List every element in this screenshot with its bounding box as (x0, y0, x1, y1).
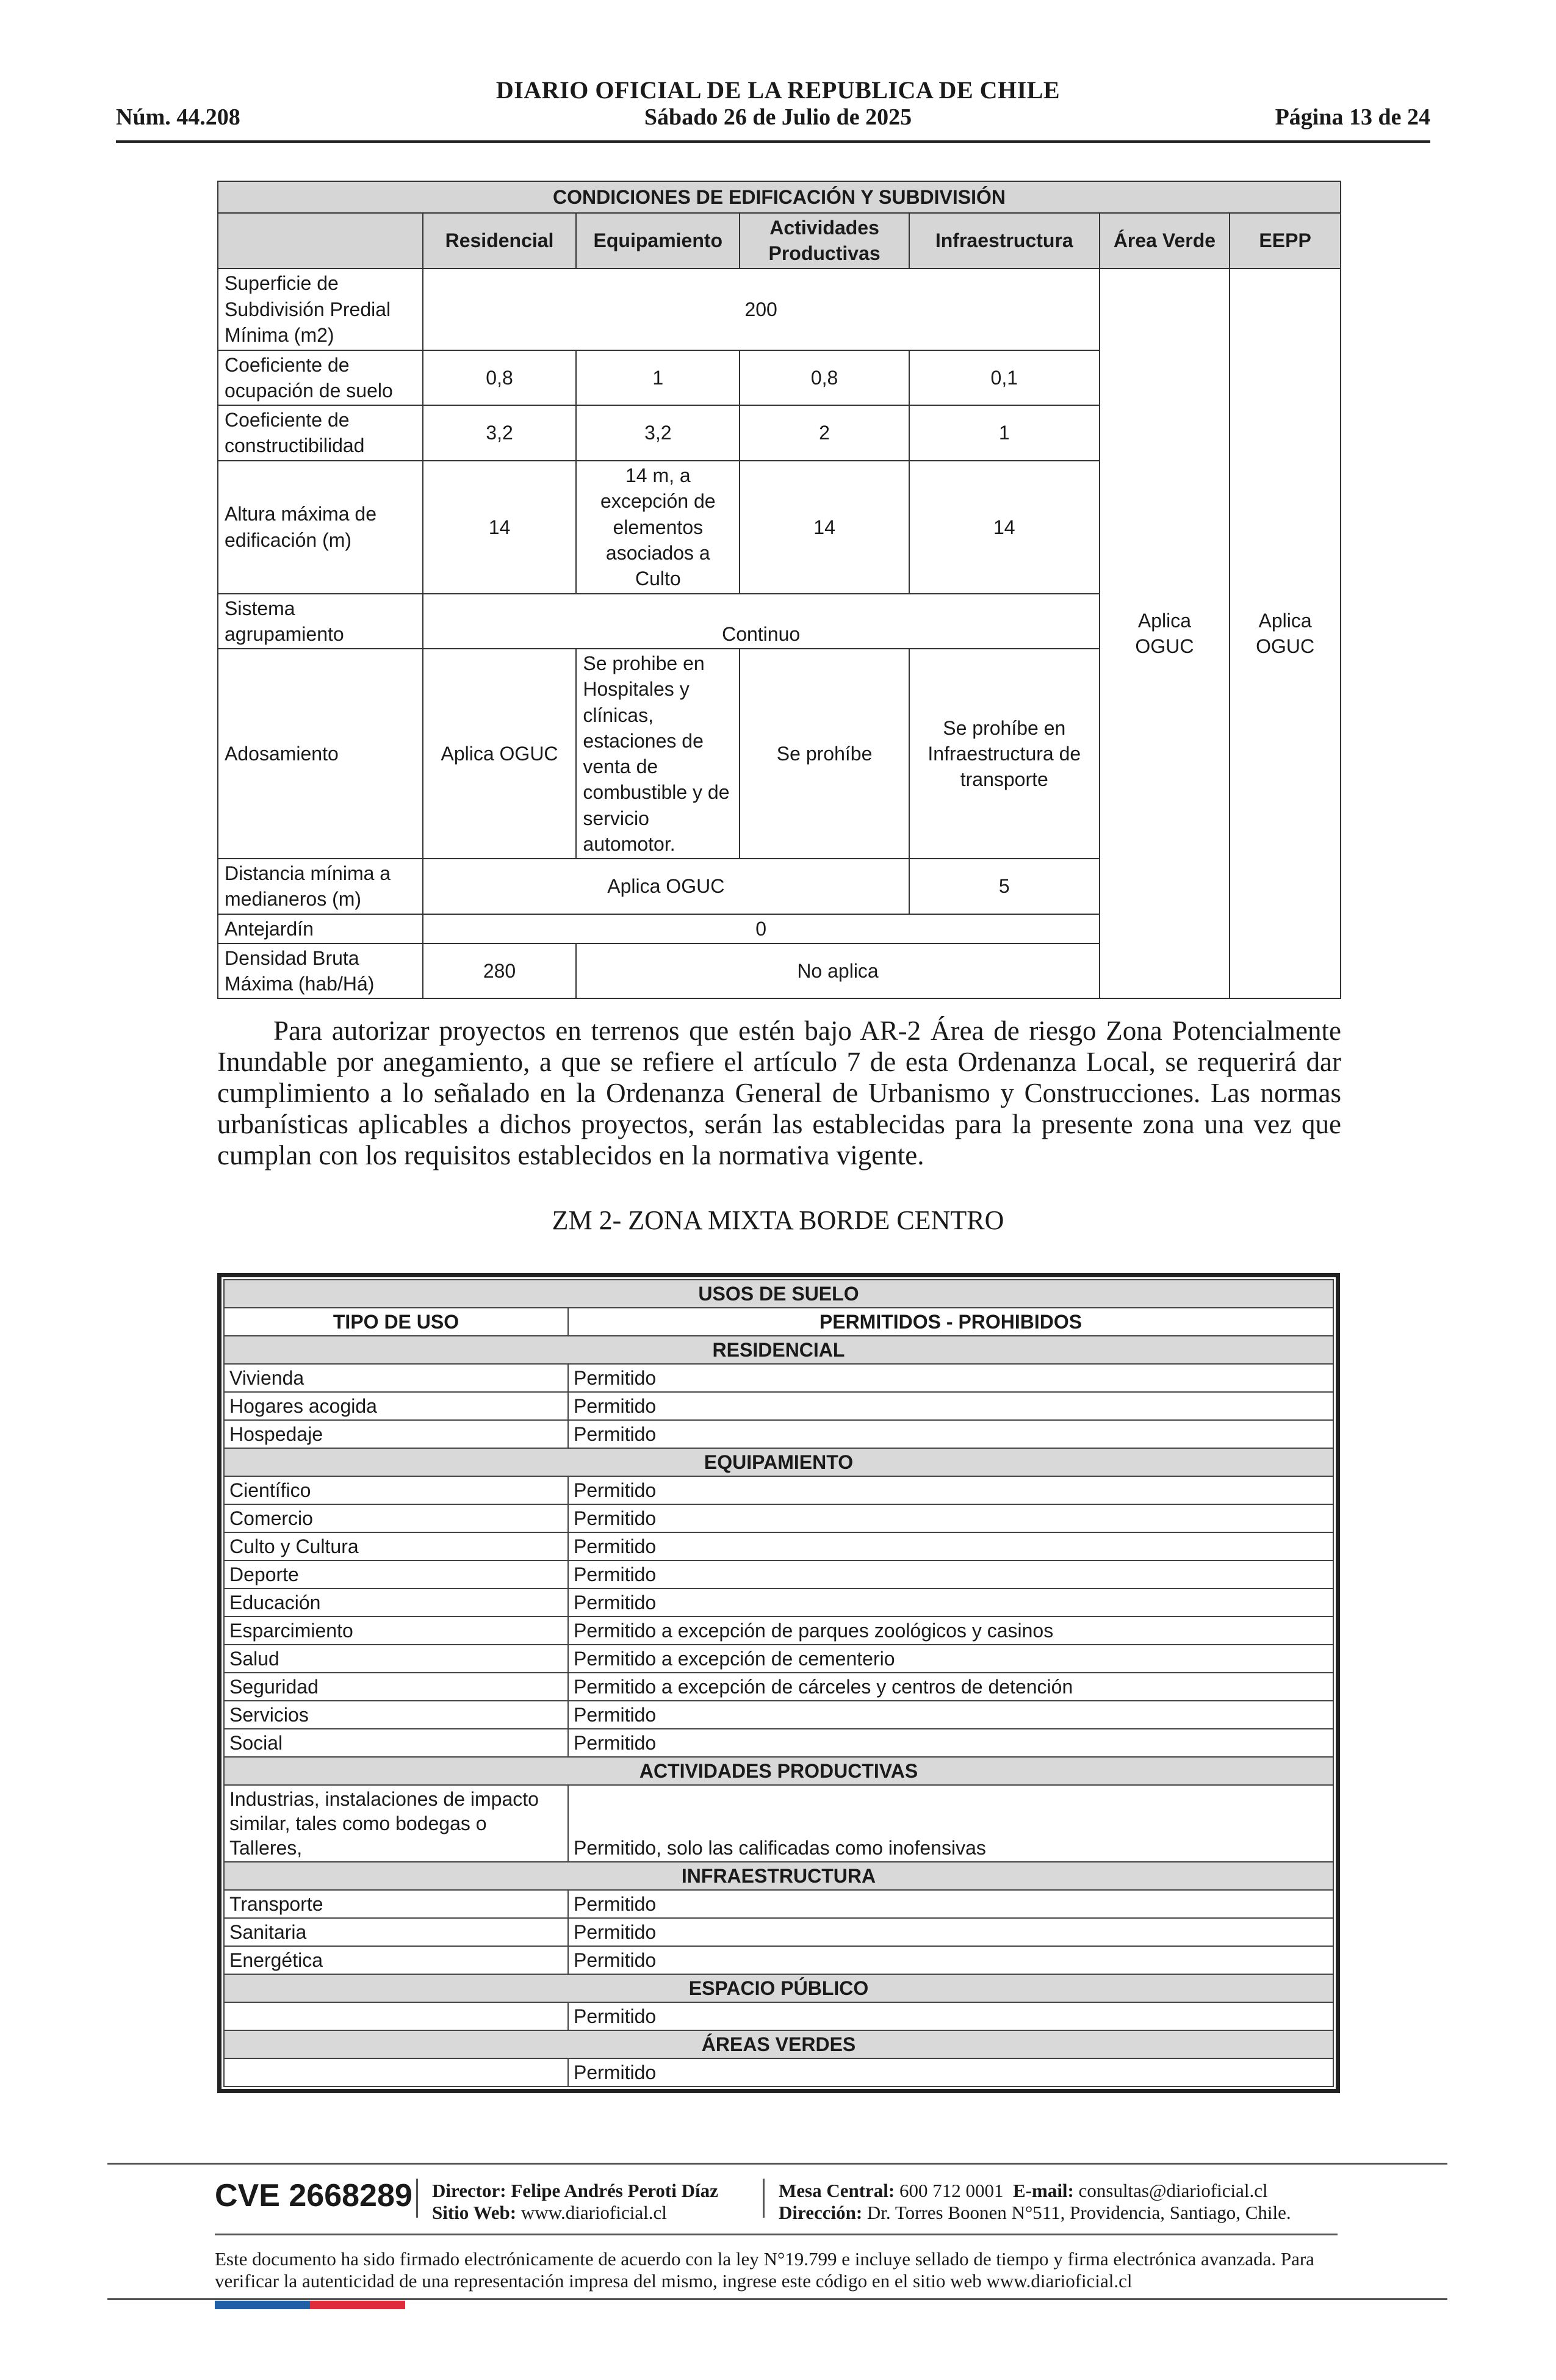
table-row (224, 1946, 1333, 1974)
director-name: Felipe Andrés Peroti Díaz (511, 2180, 718, 2201)
footer-divider (215, 2234, 1338, 2235)
col-header-eepp: EEPP (1230, 213, 1341, 268)
use-type-cell: Sanitaria (224, 1918, 568, 1946)
section-title: ACTIVIDADES PRODUCTIVAS (224, 1757, 1333, 1785)
table-row (224, 1504, 1333, 1532)
email-link[interactable]: consultas@diarioficial.cl (1078, 2180, 1268, 2201)
use-type-cell: Comercio (224, 1504, 568, 1532)
table-cell: Se prohíbe (740, 649, 909, 859)
use-type-cell: Social (224, 1729, 568, 1757)
issue-number: Núm. 44.208 (116, 104, 240, 130)
footer-separator (763, 2179, 765, 2218)
use-type-cell: Educación (224, 1588, 568, 1617)
table-row (224, 1673, 1333, 1701)
use-status-cell: Permitido (568, 1504, 1333, 1532)
use-type-cell: Vivienda (224, 1364, 568, 1392)
table-cell: 3,2 (576, 405, 740, 460)
col-header-area-verde: Área Verde (1100, 213, 1230, 268)
uses-table-caption: USOS DE SUELO (224, 1280, 1333, 1308)
use-status-cell: Permitido a excepción de cementerio (568, 1645, 1333, 1673)
section-title: RESIDENCIAL (224, 1336, 1333, 1364)
table-row (224, 1890, 1333, 1918)
row-label-densidad: Densidad Bruta Máxima (hab/Há) (218, 943, 423, 998)
use-status-cell: Permitido (568, 1532, 1333, 1560)
use-status-cell: Permitido (568, 1946, 1333, 1974)
use-type-cell: Transporte (224, 1890, 568, 1918)
antejardin-value: 0 (423, 914, 1100, 943)
row-label-antejardin: Antejardín (218, 914, 423, 943)
table-cell: 1 (909, 405, 1100, 460)
use-status-cell: Permitido (568, 1476, 1333, 1504)
table-row (224, 2002, 1333, 2030)
table-cell: 14 (909, 461, 1100, 594)
footer-bottom-rule (107, 2298, 1447, 2300)
row-label-constructibilidad: Coeficiente de constructibilidad (218, 405, 423, 460)
col-header-residencial: Residencial (423, 213, 577, 268)
use-type-cell: Industrias, instalaciones de impacto similar, tales como bodegas o Talleres, (224, 1785, 568, 1862)
email-label: E-mail: (1013, 2180, 1074, 2201)
section-title: EQUIPAMIENTO (224, 1448, 1333, 1476)
table-cell: 3,2 (423, 405, 577, 460)
table-row (224, 1785, 1333, 1862)
use-status-cell: Permitido (568, 1364, 1333, 1392)
section-title: ÁREAS VERDES (224, 2030, 1333, 2058)
phone-label: Mesa Central: (779, 2180, 895, 2201)
table-cell: 14 (740, 461, 909, 594)
use-status-cell: Permitido a excepción de cárceles y centros de detención (568, 1673, 1333, 1701)
use-type-cell: Salud (224, 1645, 568, 1673)
section-header-row (224, 1448, 1333, 1476)
col-header-tipo-de-uso: TIPO DE USO (224, 1308, 568, 1336)
footer-contact-block (779, 2180, 1291, 2224)
use-status-cell: Permitido (568, 1560, 1333, 1588)
section-header-row (224, 1974, 1333, 2002)
table-row (224, 1392, 1333, 1420)
table-cell: 14 m, a excepción de elementos asociados a Culto (576, 461, 740, 594)
use-type-cell: Energética (224, 1946, 568, 1974)
director-label: Director: (432, 2180, 506, 2201)
phone-number: 600 712 0001 (899, 2180, 1004, 2201)
table-row (224, 1532, 1333, 1560)
section-title: INFRAESTRUCTURA (224, 1862, 1333, 1890)
use-status-cell: Permitido (568, 1420, 1333, 1448)
table-cell: 0,1 (909, 350, 1100, 405)
agrupamiento-value: Continuo (423, 594, 1100, 649)
area-verde-value: Aplica OGUC (1100, 269, 1230, 999)
cve-code: CVE 2668289 (215, 2178, 412, 2213)
table-cell: 280 (423, 943, 577, 998)
col-header-permitidos-prohibidos: PERMITIDOS - PROHIBIDOS (568, 1308, 1333, 1336)
uses-table (223, 1279, 1334, 2087)
footer-separator (416, 2179, 418, 2218)
conditions-corner-cell (218, 213, 423, 268)
publication-date: Sábado 26 de Julio de 2025 (644, 104, 912, 130)
use-status-cell: Permitido (568, 2002, 1333, 2030)
footer-director-block (432, 2180, 718, 2224)
table-row (224, 2058, 1333, 2086)
use-status-cell: Permitido (568, 1392, 1333, 1420)
use-type-cell: Hospedaje (224, 1420, 568, 1448)
use-type-cell: Hogares acogida (224, 1392, 568, 1420)
use-type-cell (224, 2058, 568, 2086)
flag-stripe-red (310, 2301, 405, 2309)
table-row (224, 1588, 1333, 1617)
uses-table-frame (217, 1273, 1340, 2093)
signature-notice: Este documento ha sido firmado electrónicamente de acuerdo con la ley N°19.799 e incluye sellado de tiempo y firma electrónica avanzada. Para verificar la autenticidad de una representación impresa del mismo, ingrese este código en el sitio web www.diarioficial.cl (215, 2248, 1314, 2292)
use-status-cell: Permitido (568, 1588, 1333, 1617)
table-row (224, 1364, 1333, 1392)
col-header-actividades-productivas: Actividades Productivas (740, 213, 909, 268)
table-cell: No aplica (576, 943, 1099, 998)
table-row (224, 1476, 1333, 1504)
use-type-cell: Científico (224, 1476, 568, 1504)
use-status-cell: Permitido (568, 2058, 1333, 2086)
table-cell: 0,8 (423, 350, 577, 405)
use-status-cell: Permitido, solo las calificadas como inofensivas (568, 1785, 1333, 1862)
table-row (224, 1729, 1333, 1757)
section-header-row (224, 2030, 1333, 2058)
row-label-ocupacion: Coeficiente de ocupación de suelo (218, 350, 423, 405)
row-label-altura: Altura máxima de edificación (m) (218, 461, 423, 594)
use-status-cell: Permitido (568, 1890, 1333, 1918)
superficie-value: 200 (423, 269, 1100, 350)
use-type-cell: Deporte (224, 1560, 568, 1588)
table-cell: 1 (576, 350, 740, 405)
section-header-row (224, 1862, 1333, 1890)
page-number: Página 13 de 24 (1275, 104, 1430, 130)
table-cell: 2 (740, 405, 909, 460)
section-title: ESPACIO PÚBLICO (224, 1974, 1333, 2002)
table-cell: 14 (423, 461, 577, 594)
address-text: Dr. Torres Boonen N°511, Providencia, Santiago, Chile. (866, 2202, 1291, 2223)
header-divider (116, 140, 1430, 143)
section-header-row (224, 1757, 1333, 1785)
use-status-cell: Permitido a excepción de parques zoológicos y casinos (568, 1617, 1333, 1645)
table-cell: Se prohíbe en Infraestructura de transporte (909, 649, 1100, 859)
use-type-cell: Esparcimiento (224, 1617, 568, 1645)
use-type-cell: Culto y Cultura (224, 1532, 568, 1560)
row-label-distancia: Distancia mínima a medianeros (m) (218, 859, 423, 914)
address-label: Dirección: (779, 2202, 863, 2223)
use-status-cell: Permitido (568, 1701, 1333, 1729)
table-row (224, 1617, 1333, 1645)
use-type-cell: Seguridad (224, 1673, 568, 1701)
col-header-equipamiento: Equipamiento (576, 213, 740, 268)
flag-stripe-blue (215, 2301, 310, 2309)
use-type-cell: Servicios (224, 1701, 568, 1729)
website-link[interactable]: www.diarioficial.cl (520, 2202, 667, 2223)
eepp-value: Aplica OGUC (1230, 269, 1341, 999)
body-paragraph: Para autorizar proyectos en terrenos que estén bajo AR-2 Área de riesgo Zona Potencialmente Inundable por anegamiento, a que se refiere el artículo 7 de esta Ordenanza Local, se requerirá dar cumplimiento a lo señalado en la Ordenanza General de Urbanismo y Construcciones. Las normas urbanísticas aplicables a dichos proyectos, serán las establecidas para la presente zona una vez que cumplan con los requisitos establecidos en la normativa vigente. (217, 1015, 1341, 1170)
row-label-agrupamiento: Sistema agrupamiento (218, 594, 423, 649)
footer-divider (107, 2163, 1447, 2165)
use-status-cell: Permitido (568, 1729, 1333, 1757)
row-label-superficie: Superficie de Subdivisión Predial Mínima (m2) (218, 269, 423, 350)
zone-title: ZM 2- ZONA MIXTA BORDE CENTRO (552, 1205, 1004, 1235)
website-label: Sitio Web: (432, 2202, 517, 2223)
conditions-table (217, 181, 1341, 999)
use-type-cell (224, 2002, 568, 2030)
col-header-infraestructura: Infraestructura (909, 213, 1100, 268)
use-status-cell: Permitido (568, 1918, 1333, 1946)
table-cell: 5 (909, 859, 1100, 914)
table-cell: Aplica OGUC (423, 649, 577, 859)
conditions-table-caption: CONDICIONES DE EDIFICACIÓN Y SUBDIVISIÓN (218, 181, 1341, 213)
table-cell: Se prohibe en Hospitales y clínicas, estaciones de venta de combustible y de servicio automotor. (576, 649, 740, 859)
table-row (224, 1560, 1333, 1588)
publication-title: DIARIO OFICIAL DE LA REPUBLICA DE CHILE (495, 76, 1061, 104)
table-row (224, 1701, 1333, 1729)
row-label-adosamiento: Adosamiento (218, 649, 423, 859)
table-row (224, 1645, 1333, 1673)
section-header-row (224, 1336, 1333, 1364)
table-cell: Aplica OGUC (423, 859, 909, 914)
table-row (224, 1420, 1333, 1448)
table-row (224, 1918, 1333, 1946)
table-cell: 0,8 (740, 350, 909, 405)
